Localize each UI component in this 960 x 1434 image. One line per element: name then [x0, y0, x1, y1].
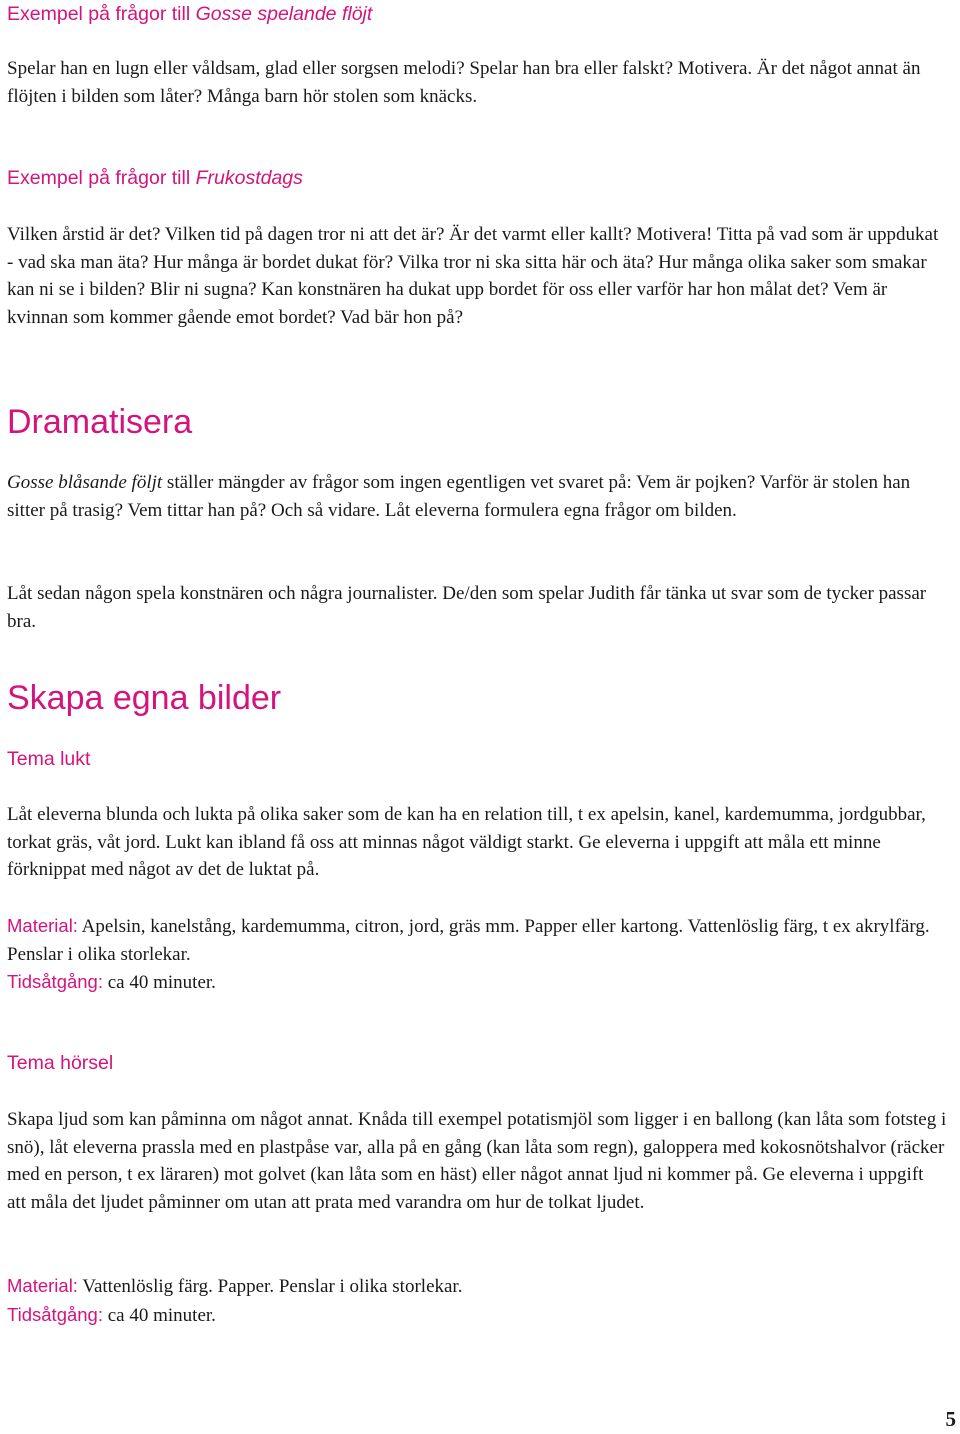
smell-time-text: ca 40 minuter.	[103, 972, 216, 994]
hearing-body-block	[7, 1106, 947, 1216]
dramatize-paragraph-1-text: ställer mängder av frågor som ingen egentligen vet svaret på: Vem är pojken? Varför är stolen han sitter på trasig? Vem tittar han på? Och så vidare. Låt eleverna formulera egna frågor om bilden.	[7, 472, 911, 521]
flute-body: Spelar han en lugn eller våldsam, glad eller sorgsen melodi? Spelar han bra eller falskt? Motivera. Är det något annat än flöjten i bilden som låter? Många barn hör stolen som knäcks.	[7, 58, 921, 107]
page-number: 5	[945, 1407, 956, 1431]
breakfast-section	[7, 164, 947, 192]
flute-heading-prefix: Exempel på frågor till	[7, 3, 196, 25]
hearing-time-label: Tidsåtgång:	[7, 1303, 103, 1325]
breakfast-body-block	[7, 221, 947, 331]
breakfast-heading-title: Frukostdags	[195, 167, 303, 189]
breakfast-body: Vilken årstid är det? Vilken tid på dagen tror ni att det är? Är det varmt eller kallt? Motivera! Titta på vad som är uppdukat - vad ska man äta? Hur många är bordet dukat för? Vilka tror ni ska sitta här och äta? Hur många olika saker som smakar kan ni se i bilden? Blir ni sugna? Kan konstnären ha dukat upp bordet för oss eller varför har hon målat det? Vem är kvinnan som kommer gående emot bordet? Vad bär hon på?	[7, 224, 939, 328]
dramatize-para2-block	[7, 580, 947, 635]
flute-body-block	[7, 55, 947, 110]
flute-section	[7, 0, 947, 28]
create-heading: Skapa egna bilder	[7, 679, 282, 717]
hearing-details-block	[7, 1272, 947, 1329]
smell-heading-block	[7, 745, 947, 773]
smell-details-block	[7, 912, 947, 997]
flute-heading-title: Gosse spelande flöjt	[195, 3, 373, 25]
flute-heading	[7, 0, 947, 28]
artwork-title: Gosse blåsande följt	[7, 472, 163, 493]
create-heading-block	[7, 678, 947, 718]
smell-time-label: Tidsåtgång:	[7, 971, 103, 993]
dramatize-paragraph-1	[7, 469, 947, 524]
breakfast-heading	[7, 164, 947, 192]
dramatize-paragraph-2: Låt sedan någon spela konstnären och några journalister. De/den som spelar Judith får tänka ut svar som de tycker passar bra.	[7, 583, 927, 632]
smell-material-label: Material:	[7, 915, 78, 936]
dramatize-heading: Dramatisera	[7, 403, 193, 441]
hearing-material-text: Vattenlöslig färg. Papper. Penslar i olika storlekar.	[77, 1276, 463, 1297]
hearing-heading-block	[7, 1049, 947, 1077]
hearing-time	[7, 1301, 947, 1330]
smell-body-block	[7, 801, 947, 884]
smell-heading: Tema lukt	[7, 748, 91, 770]
smell-body: Låt eleverna blunda och lukta på olika saker som de kan ha en relation till, t ex apelsin, kanel, kardemumma, jordgubbar, torkat gräs, våt jord. Lukt kan ibland få oss att minnas något väldigt starkt. Ge eleverna i uppgift att måla ett minne förknippat med något av det de luktat på.	[7, 804, 926, 881]
hearing-material-label: Material:	[7, 1275, 78, 1296]
hearing-time-text: ca 40 minuter.	[103, 1304, 216, 1326]
dramatize-para1-block	[7, 469, 947, 524]
smell-time	[7, 968, 947, 997]
breakfast-heading-prefix: Exempel på frågor till	[7, 167, 196, 189]
hearing-material	[7, 1272, 947, 1301]
smell-material-text: Apelsin, kanelstång, kardemumma, citron, jord, gräs mm. Papper eller kartong. Vattenlöslig färg, t ex akrylfärg. Penslar i olika storlekar.	[7, 916, 930, 965]
dramatize-heading-block	[7, 402, 947, 442]
hearing-body: Skapa ljud som kan påminna om något annat. Knåda till exempel potatismjöl som ligger i en ballong (kan låta som fotsteg i snö), låt eleverna prassla med en plastpåse var, alla på en gång (kan låta som regn), galoppera med kokosnötshalvor (räcker med en person, t ex läraren) mot golvet (kan låta som en häst) eller något annat ljud ni kommer på. Ge eleverna i uppgift att måla det ljudet påminner om utan att prata med varandra om hur de tolkat ljudet.	[7, 1109, 947, 1213]
hearing-heading: Tema hörsel	[7, 1052, 114, 1074]
smell-material	[7, 912, 947, 968]
